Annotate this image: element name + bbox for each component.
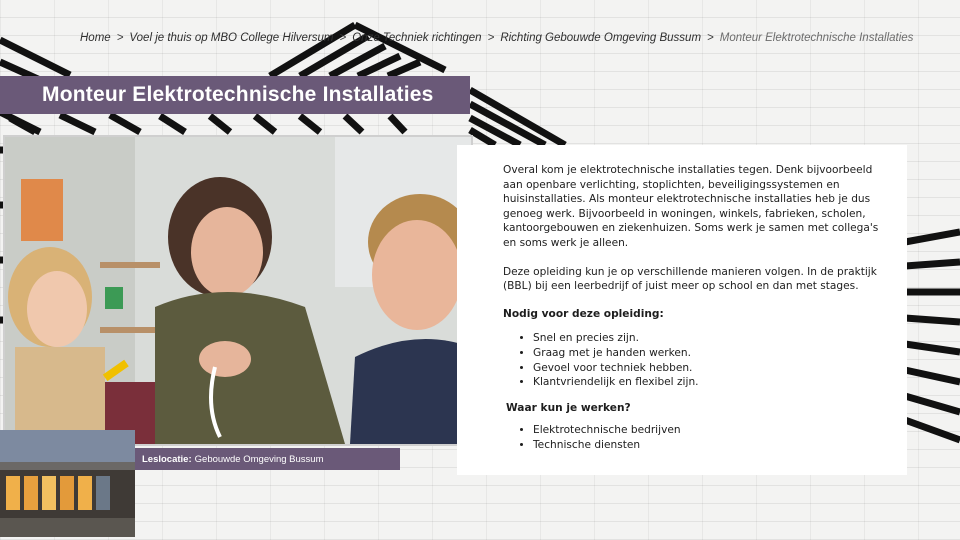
location-bar (135, 448, 400, 470)
location-value: Gebouwde Omgeving Bussum (194, 453, 324, 465)
breadcrumb-separator: > (487, 32, 495, 44)
list-item: • Elektrotechnische bedrijven (533, 423, 893, 438)
list-item: • Graag met je handen werken. (533, 346, 893, 361)
students-photo (3, 135, 473, 446)
work-heading: Waar kun je werken? (506, 401, 631, 414)
breadcrumb-separator: > (707, 32, 714, 44)
breadcrumb (80, 32, 913, 44)
title-banner (0, 76, 470, 114)
breadcrumb-link-gebouwde-omgeving[interactable]: Richting Gebouwde Omgeving Bussum (500, 32, 702, 44)
needed-heading: Nodig voor deze opleiding: (503, 307, 664, 320)
list-item: • Gevoel voor techniek hebben. (533, 361, 893, 376)
study-options-paragraph: Deze opleiding kun je op verschillende manieren volgen. In de praktijk (BBL) bij een leerbedrijf of juist meer op school en dan met stages. (503, 265, 877, 293)
page-title: Monteur Elektrotechnische Installaties (42, 83, 434, 106)
breadcrumb-link-mbo-college[interactable]: Voel je thuis op MBO College Hilversum (129, 32, 334, 44)
breadcrumb-separator: > (116, 32, 124, 44)
intro-paragraph: Overal kom je elektrotechnische installaties tegen. Denk bijvoorbeeld aan openbare verlichting, stoplichten, beveiligingssystemen en huisinstallaties. Als monteur elektrotechnische installaties heb je dus genoeg werk. Bijvoorbeeld in woningen, winkels, fabrieken, scholen, kantoorgebouwen en ziekenhuizen. Soms werk je samen met collega's en soms werk je alleen. (503, 164, 879, 249)
breadcrumb-current: Monteur Elektrotechnische Installaties (719, 32, 914, 44)
breadcrumb-link-home[interactable]: Home (80, 32, 111, 44)
list-item: • Snel en precies zijn. (533, 331, 893, 346)
list-item: • Technische diensten (533, 438, 893, 453)
building-illustration (0, 430, 135, 537)
course-description (503, 163, 893, 453)
list-item: • Klantvriendelijk en flexibel zijn. (533, 375, 893, 390)
work-list (503, 423, 893, 452)
breadcrumb-link-techniek[interactable]: Onze Techniek richtingen (352, 32, 482, 44)
students-illustration (5, 137, 471, 444)
building-photo (0, 430, 135, 537)
location-label: Leslocatie: (142, 453, 192, 465)
needed-list (503, 331, 893, 389)
breadcrumb-separator: > (339, 32, 347, 44)
